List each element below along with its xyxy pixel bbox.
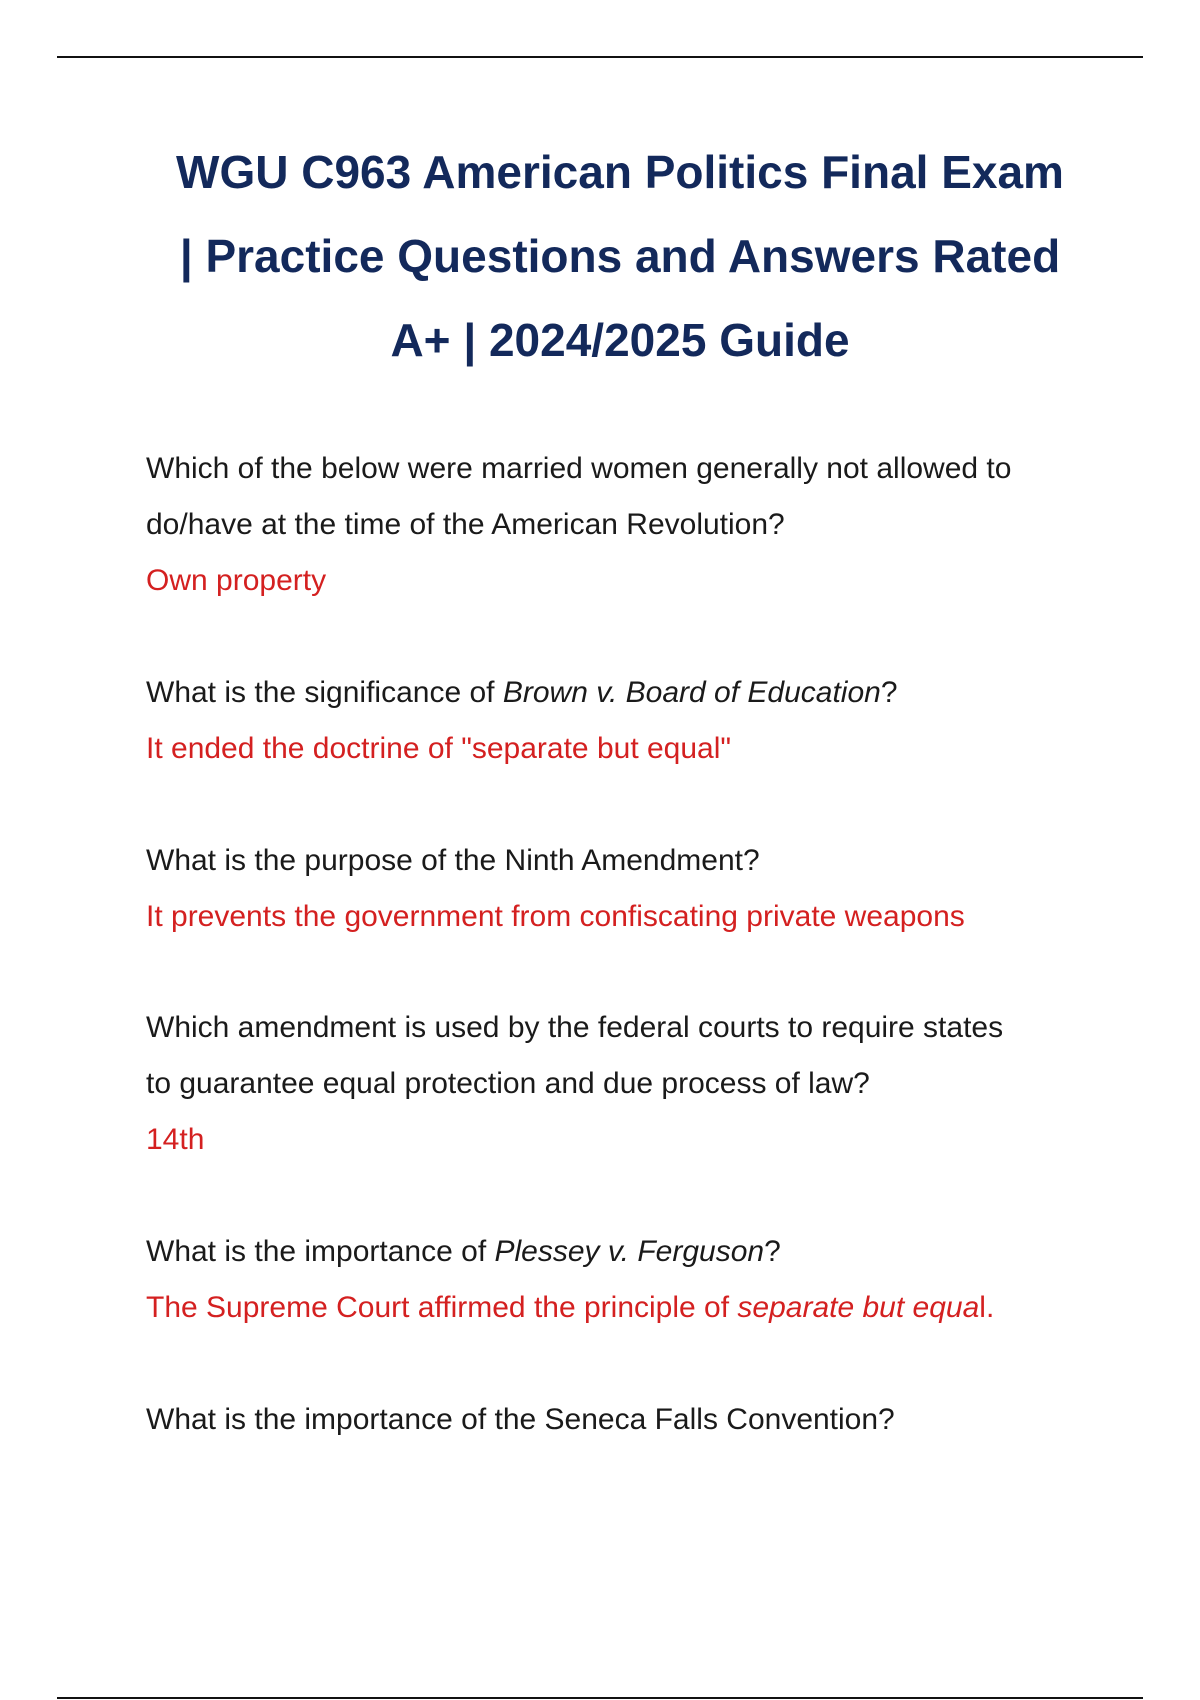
qa-item-6: [146, 1392, 1106, 1448]
answer: 14th: [146, 1123, 205, 1156]
qa-item-1: [146, 441, 1106, 609]
answer: It prevents the government from confiscating private weapons: [146, 900, 965, 933]
answer-text: The Supreme Court affirmed the principle of: [146, 1291, 738, 1324]
question-line: to guarantee equal protection and due process of law?: [146, 1067, 870, 1100]
answer-end: l.: [979, 1291, 995, 1324]
document-title: [140, 130, 1100, 382]
qa-item-2: [146, 665, 1106, 777]
question: What is the purpose of the Ninth Amendment?: [146, 844, 760, 877]
question: What is the importance of the Seneca Falls Convention?: [146, 1403, 895, 1436]
answer: Own property: [146, 564, 327, 597]
title-line-2: | Practice Questions and Answers Rated: [179, 230, 1061, 282]
top-rule: [57, 56, 1143, 58]
question-text: What is the importance of: [146, 1235, 495, 1268]
answer-emphasis: separate but equa: [737, 1291, 980, 1324]
question-line: Which amendment is used by the federal courts to require states: [146, 1011, 1004, 1044]
question-line: do/have at the time of the American Revolution?: [146, 508, 785, 541]
case-name: Brown v. Board of Education: [502, 676, 881, 709]
case-name: Plessey v. Ferguson: [494, 1235, 765, 1268]
question-text: What is the significance of: [146, 676, 503, 709]
title-line-3: A+ | 2024/2025 Guide: [390, 314, 850, 366]
answer: It ended the doctrine of "separate but equal": [146, 732, 732, 765]
qa-item-3: [146, 833, 1106, 945]
answer: [146, 1280, 1106, 1336]
title-line-1: WGU C963 American Politics Final Exam: [176, 146, 1064, 198]
question-mark: ?: [764, 1235, 781, 1268]
question-mark: ?: [880, 676, 898, 709]
question-line: Which of the below were married women generally not allowed to: [146, 452, 1012, 485]
question: [146, 1224, 1106, 1280]
question: [146, 665, 1106, 721]
qa-item-5: [146, 1224, 1106, 1336]
bottom-rule: [57, 1697, 1143, 1699]
qa-item-4: [146, 1000, 1106, 1168]
